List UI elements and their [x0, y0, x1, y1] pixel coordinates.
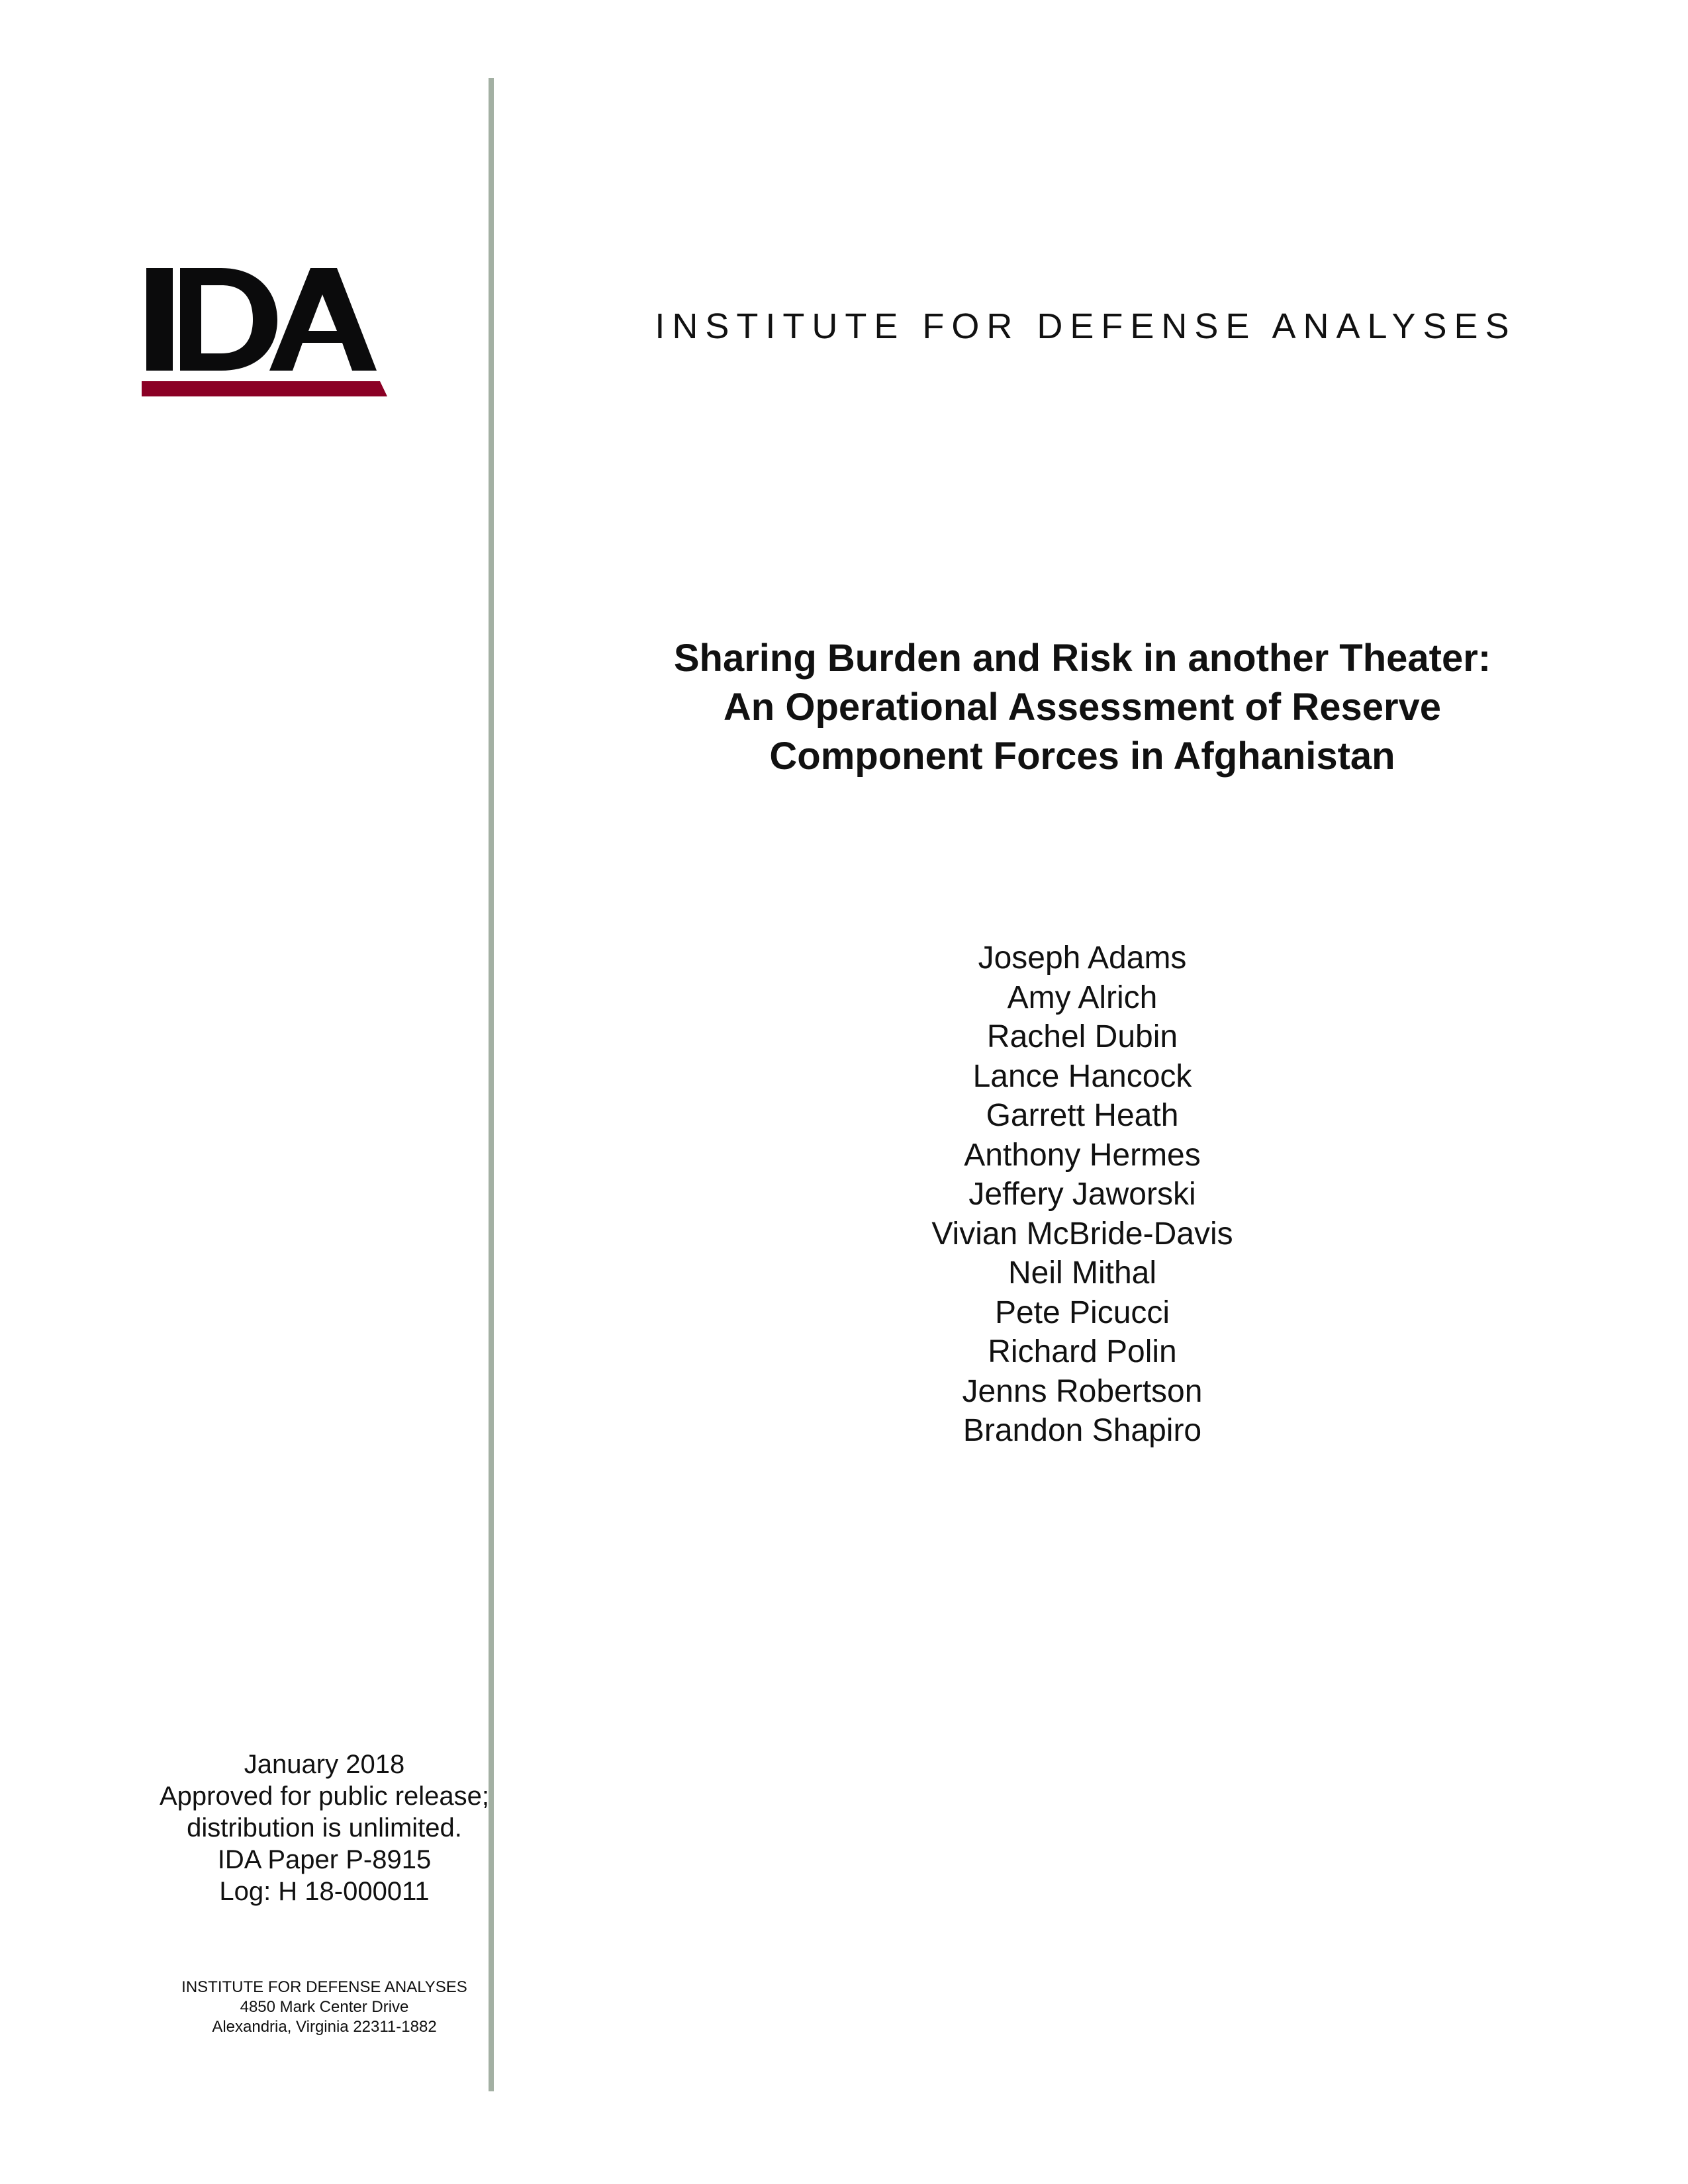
release-statement: Approved for public release;: [159, 1782, 490, 1811]
ida-logo-bar: [142, 381, 387, 396]
author: Amy Alrich: [1007, 979, 1158, 1015]
author: Anthony Hermes: [964, 1137, 1201, 1173]
title-line: An Operational Assessment of Reserve: [723, 686, 1442, 729]
document-title: [553, 634, 1612, 781]
title-line: Sharing Burden and Risk in another Theater:: [673, 637, 1491, 680]
author: Pete Picucci: [994, 1295, 1170, 1330]
author: Rachel Dubin: [986, 1019, 1178, 1054]
author: Richard Polin: [988, 1334, 1177, 1369]
author: Vivian McBride-Davis: [931, 1216, 1233, 1251]
paper-number: IDA Paper P-8915: [217, 1845, 432, 1874]
address-block: [126, 1978, 523, 2037]
author-list: [818, 938, 1347, 1451]
address-street: 4850 Mark Center Drive: [240, 1998, 409, 2016]
author: Brandon Shapiro: [962, 1413, 1202, 1448]
log-number: Log: H 18-000011: [219, 1877, 430, 1906]
address-city: Alexandria, Virginia 22311-1882: [212, 2018, 437, 2036]
author: Garrett Heath: [986, 1098, 1179, 1133]
author: Jeffery Jaworski: [968, 1177, 1196, 1212]
organization-header: INSTITUTE FOR DEFENSE ANALYSES: [655, 306, 1517, 346]
author: Lance Hancock: [972, 1058, 1192, 1094]
author: Joseph Adams: [978, 940, 1187, 976]
release-info: [126, 1749, 523, 1907]
ida-logo: [142, 265, 393, 397]
release-statement: distribution is unlimited.: [187, 1813, 462, 1843]
title-line: Component Forces in Afghanistan: [769, 735, 1395, 778]
author: Jenns Robertson: [962, 1373, 1203, 1409]
author: Neil Mithal: [1008, 1255, 1157, 1291]
address-organization: INSTITUTE FOR DEFENSE ANALYSES: [181, 1978, 467, 1996]
ida-logo-letters: [146, 268, 377, 371]
publication-date: January 2018: [244, 1750, 405, 1779]
